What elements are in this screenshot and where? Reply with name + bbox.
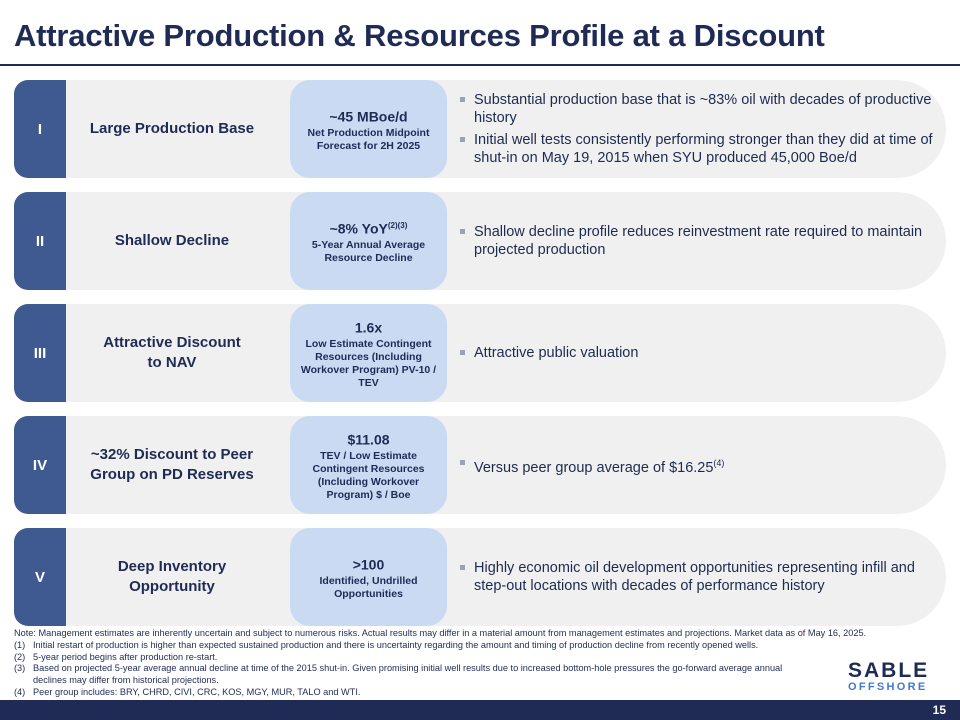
row-shallow-decline	[14, 192, 946, 290]
metric-caption: TEV / Low Estimate Contingent Resources (Including Workover Program) $ / Boe	[312, 450, 425, 502]
row-large-production-base	[14, 80, 946, 178]
title-divider	[0, 64, 960, 66]
row-numeral: III	[14, 304, 66, 402]
metric-caption: Net Production Midpoint Forecast for 2H 2025	[307, 127, 430, 153]
row-numeral: I	[14, 80, 66, 178]
bullet-list	[458, 192, 943, 290]
metric-value: >100	[352, 556, 385, 573]
footer-bar	[0, 700, 960, 720]
row-label: Shallow Decline	[66, 192, 278, 290]
metric-caption: Low Estimate Contingent Resources (Including Workover Program) PV-10 / TEV	[300, 338, 437, 390]
metric-value: ~8% YoY$^{(2)(3)}$	[329, 220, 408, 237]
metric-pill	[290, 416, 447, 514]
bullet-list	[458, 80, 943, 178]
metric-value: 1.6x	[354, 319, 383, 336]
logo-subtitle: OFFSHORE	[848, 681, 928, 693]
metric-value: $11.08	[347, 431, 390, 448]
row-deep-inventory	[14, 528, 946, 626]
row-label: Attractive Discount to NAV	[66, 304, 278, 402]
bullet-list	[458, 416, 943, 514]
footnote-item: (1) Initial restart of production is higher than expected sustained production and there is uncertainty regarding the amount and timing of production decline from recently opened wells.	[14, 639, 759, 650]
footnote-ref: (2)(3)	[387, 220, 408, 230]
bullet-item: Highly economic oil development opportunities representing infill and step-out locations with decades of performance history	[458, 559, 943, 595]
footnote-intro: Note: Management estimates are inherently uncertain and subject to numerous risks. Actual results may differ in a material amount from management estimates and projections. Market data as of May 16, 2025.	[14, 628, 867, 638]
metric-pill	[290, 192, 447, 290]
bullet-list	[458, 304, 943, 402]
row-label: Large Production Base	[66, 80, 278, 178]
metric-pill	[290, 528, 447, 626]
logo-wordmark: SABLE	[848, 659, 930, 682]
bullet-item: Versus peer group average of $16.25$^{(4)}$	[458, 454, 943, 477]
row-attractive-discount	[14, 304, 946, 402]
page-title: Attractive Production & Resources Profile at a Discount	[14, 18, 825, 53]
row-label: Deep Inventory Opportunity	[66, 528, 278, 626]
row-numeral: V	[14, 528, 66, 626]
row-discount-to-peer	[14, 416, 946, 514]
row-numeral: IV	[14, 416, 66, 514]
metric-caption: 5-Year Annual Average Resource Decline	[311, 239, 426, 265]
footnote-item: (3) Based on projected 5-year average annual decline at time of the 2015 shut-in. Given promising initial well results due to increased bottom-hole pressures the go-forward average annual declines may differ from historical projections.	[14, 663, 783, 686]
metric-value: ~45 MBoe/d	[329, 108, 408, 125]
footnote-ref: (4)	[713, 457, 725, 468]
bullet-item: Initial well tests consistently performing stronger than they did at time of shut-in on May 19, 2015 when SYU produced 45,000 Boe/d	[458, 131, 943, 167]
bullet-item: Substantial production base that is ~83% oil with decades of productive history	[458, 91, 943, 127]
page-number: 15	[932, 703, 946, 717]
bullet-item: Shallow decline profile reduces reinvestment rate required to maintain projected production	[458, 223, 943, 259]
row-label: ~32% Discount to Peer Group on PD Reserves	[66, 416, 278, 514]
footnote-item: (4) Peer group includes: BRY, CHRD, CIVI, CRC, KOS, MGY, MUR, TALO and WTI.	[14, 686, 361, 697]
footnotes	[14, 628, 894, 699]
footnote-item: (2) 5-year period begins after production re-start.	[14, 651, 218, 662]
company-logo	[848, 661, 946, 695]
row-numeral: II	[14, 192, 66, 290]
bullet-list	[458, 528, 943, 626]
metric-pill	[290, 80, 447, 178]
metric-caption: Identified, Undrilled Opportunities	[319, 575, 418, 601]
bullet-item: Attractive public valuation	[458, 344, 943, 362]
metric-pill	[290, 304, 447, 402]
